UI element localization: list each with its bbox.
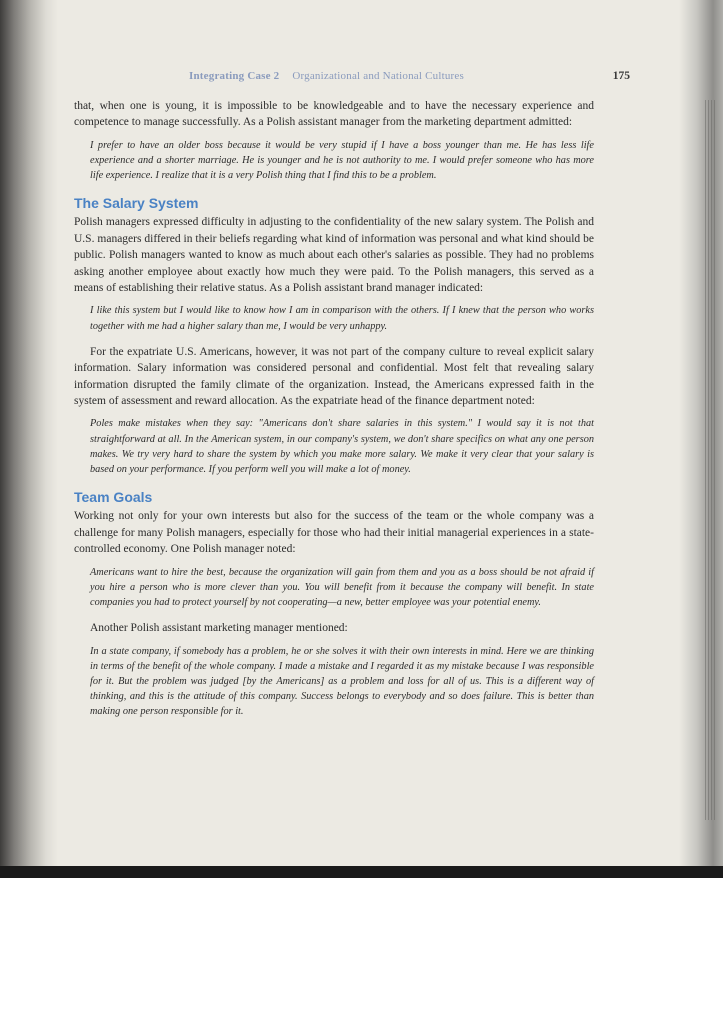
page-number: 175 xyxy=(612,70,630,82)
paragraph: Polish managers expressed difficulty in adjusting to the confidentiality of the new salary system. The Polish and U.S. managers differed in their beliefs regarding what kind of information was personal and what kind should be public. Polish managers wanted to know as much about each other's salaries as possible. They had no problems asking another employee about exactly how much they were paid. To the Polish managers, this served as a means of establishing their relative status. As a Polish assistant brand manager indicated: xyxy=(74,216,594,295)
block-quote: Americans want to hire the best, because the organization will gain from them and you as a boss should be not afraid if you hire a person who is more clever than you. You will benefit from it because the company will benefit. In state companies you had to protect yourself by not cooperating—a new, better employee was your potential enemy. xyxy=(90,566,594,608)
page-edge-lines xyxy=(705,100,717,820)
case-label: Integrating Case 2 xyxy=(189,70,280,82)
section-heading-salary: The Salary System xyxy=(74,195,199,212)
scan-bottom-edge xyxy=(0,866,723,878)
page-edge xyxy=(679,0,723,878)
section-heading-team: Team Goals xyxy=(74,489,153,506)
book-spine-shadow xyxy=(0,0,58,878)
paragraph: Working not only for your own interests but also for the success of the team or the whole company was a challenge for many Polish managers, especially for those who had their initial managerial experiences in a state-controlled economy. One Polish manager noted: xyxy=(74,510,594,556)
running-title xyxy=(189,68,464,84)
paragraph: that, when one is young, it is impossible to be knowledgeable and to have the necessary experience and competence to manage successfully. As a Polish assistant manager from the marketing department admitted: xyxy=(74,100,594,129)
block-quote: In a state company, if somebody has a problem, he or she solves it with their own interests in mind. Here we are thinking in terms of the benefit of the whole company. I made a mistake and I regarded it as my mistake because I was responsible for it. But the problem was judged [by the Americans] as a problem and loss for all of us. This is a different way of thinking, and this is the attitude of this company. Success belongs to everybody and so does failure. This is better than making one person responsible for it. xyxy=(90,645,594,718)
running-header xyxy=(74,62,634,82)
case-title: Organizational and National Cultures xyxy=(292,70,464,82)
paragraph: Another Polish assistant marketing manager mentioned: xyxy=(90,622,348,635)
article-body xyxy=(74,98,594,730)
block-quote: I like this system but I would like to know how I am in comparison with the others. If I knew that the person who works together with me had a higher salary than me, I would be very unhappy. xyxy=(90,305,594,332)
block-quote: Poles make mistakes when they say: "Americans don't share salaries in this system." I would say it is not that straightforward at all. In the American system, in our company's system, we don't share specifics on what any one person makes. We try very hard to share the system by which you make more salary. We make it very clear that your salary is based on your performance. If you perform well you will make a lot of money. xyxy=(90,418,594,476)
block-quote: I prefer to have an older boss because it would be very stupid if I have a boss younger than me. He has less life experience and a shorter marriage. He is younger and he is not authority to me. I would prefer someone who has more life experience. I realize that it is a very Polish thing that I find this to be a problem. xyxy=(90,139,594,182)
paragraph: For the expatriate U.S. Americans, however, it was not part of the company culture to reveal explicit salary information. Salary information was considered personal and confidential. Most felt that revealing salary information disrupted the family climate of the organization. Instead, the Americans expressed faith in the system of assessment and reward allocation. As the expatriate head of the finance department noted: xyxy=(74,345,594,408)
